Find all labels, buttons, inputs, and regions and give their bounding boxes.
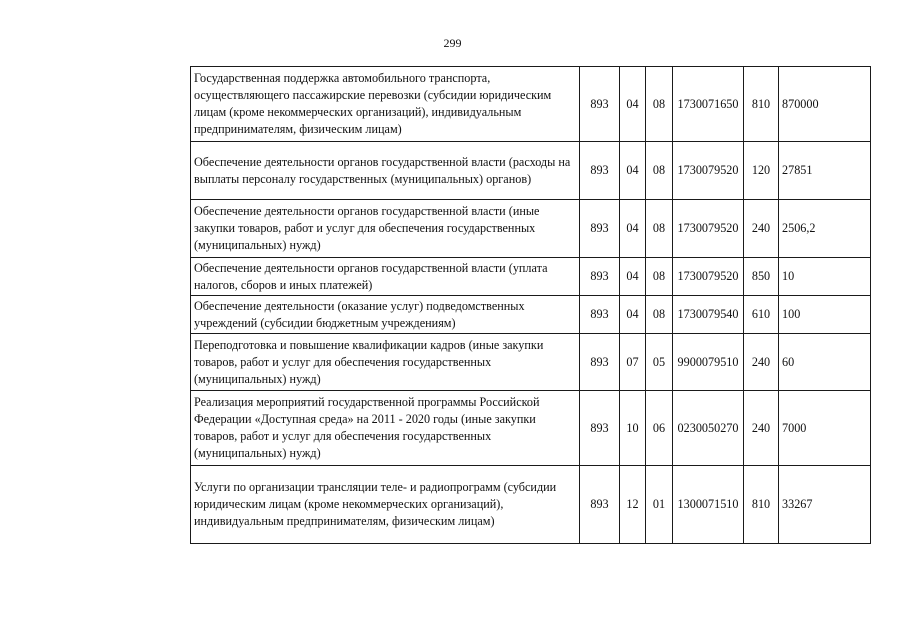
expense-type-code: 610 (744, 296, 779, 334)
target-item-code: 1730079520 (673, 258, 744, 296)
amount: 2506,2 (779, 200, 871, 258)
amount: 33267 (779, 466, 871, 544)
amount: 100 (779, 296, 871, 334)
target-item-code: 1730079520 (673, 142, 744, 200)
target-item-code: 1730079540 (673, 296, 744, 334)
dept-code: 893 (580, 334, 620, 391)
amount: 27851 (779, 142, 871, 200)
dept-code: 893 (580, 466, 620, 544)
subsection-code: 08 (646, 142, 673, 200)
dept-code: 893 (580, 142, 620, 200)
table-row (191, 200, 871, 258)
section-code: 12 (620, 466, 646, 544)
amount: 60 (779, 334, 871, 391)
section-code: 04 (620, 142, 646, 200)
subsection-code: 08 (646, 258, 673, 296)
subsection-code: 06 (646, 391, 673, 466)
target-item-code: 9900079510 (673, 334, 744, 391)
section-code: 04 (620, 258, 646, 296)
table-row (191, 296, 871, 334)
target-item-code: 1730079520 (673, 200, 744, 258)
subsection-code: 05 (646, 334, 673, 391)
row-description: Услуги по организации трансляции теле- и радиопрограмм (субсидии юридическим лицам (кроме некоммерческих организаций), индивидуальным предпринимателям, физическим лицам) (191, 466, 580, 544)
expense-type-code: 240 (744, 334, 779, 391)
target-item-code: 1300071510 (673, 466, 744, 544)
row-description: Государственная поддержка автомобильного транспорта, осуществляющего пассажирские перевозки (субсидии юридическим лицам (кроме некоммерческих организаций), индивидуальным предпринимателям, физическим лицам) (191, 67, 580, 142)
dept-code: 893 (580, 296, 620, 334)
table-row (191, 334, 871, 391)
row-description: Реализация мероприятий государственной программы Российской Федерации «Доступная среда» на 2011 - 2020 годы (иные закупки товаров, работ и услуг для обеспечения государственных (муниципальных) нужд) (191, 391, 580, 466)
section-code: 04 (620, 296, 646, 334)
row-description: Обеспечение деятельности органов государственной власти (уплата налогов, сборов и иных платежей) (191, 258, 580, 296)
dept-code: 893 (580, 258, 620, 296)
dept-code: 893 (580, 67, 620, 142)
subsection-code: 08 (646, 67, 673, 142)
table-row (191, 142, 871, 200)
row-description: Обеспечение деятельности органов государственной власти (расходы на выплаты персоналу государственных (муниципальных) органов) (191, 142, 580, 200)
expense-type-code: 810 (744, 67, 779, 142)
table-row (191, 466, 871, 544)
amount: 10 (779, 258, 871, 296)
table-row (191, 258, 871, 296)
subsection-code: 01 (646, 466, 673, 544)
expense-type-code: 120 (744, 142, 779, 200)
table-row (191, 391, 871, 466)
target-item-code: 0230050270 (673, 391, 744, 466)
section-code: 10 (620, 391, 646, 466)
section-code: 04 (620, 67, 646, 142)
page-number: 299 (443, 36, 462, 50)
dept-code: 893 (580, 200, 620, 258)
row-description: Обеспечение деятельности органов государственной власти (иные закупки товаров, работ и услуг для обеспечения государственных (муниципальных) нужд) (191, 200, 580, 258)
expense-type-code: 240 (744, 200, 779, 258)
dept-code: 893 (580, 391, 620, 466)
row-description: Переподготовка и повышение квалификации кадров (иные закупки товаров, работ и услуг для обеспечения государственных (муниципальных) нужд) (191, 334, 580, 391)
subsection-code: 08 (646, 296, 673, 334)
row-description: Обеспечение деятельности (оказание услуг) подведомственных учреждений (субсидии бюджетным учреждениям) (191, 296, 580, 334)
amount: 7000 (779, 391, 871, 466)
expense-type-code: 850 (744, 258, 779, 296)
expense-type-code: 240 (744, 391, 779, 466)
target-item-code: 1730071650 (673, 67, 744, 142)
amount: 870000 (779, 67, 871, 142)
section-code: 04 (620, 200, 646, 258)
expense-type-code: 810 (744, 466, 779, 544)
subsection-code: 08 (646, 200, 673, 258)
budget-table (190, 66, 871, 544)
table-row (191, 67, 871, 142)
section-code: 07 (620, 334, 646, 391)
